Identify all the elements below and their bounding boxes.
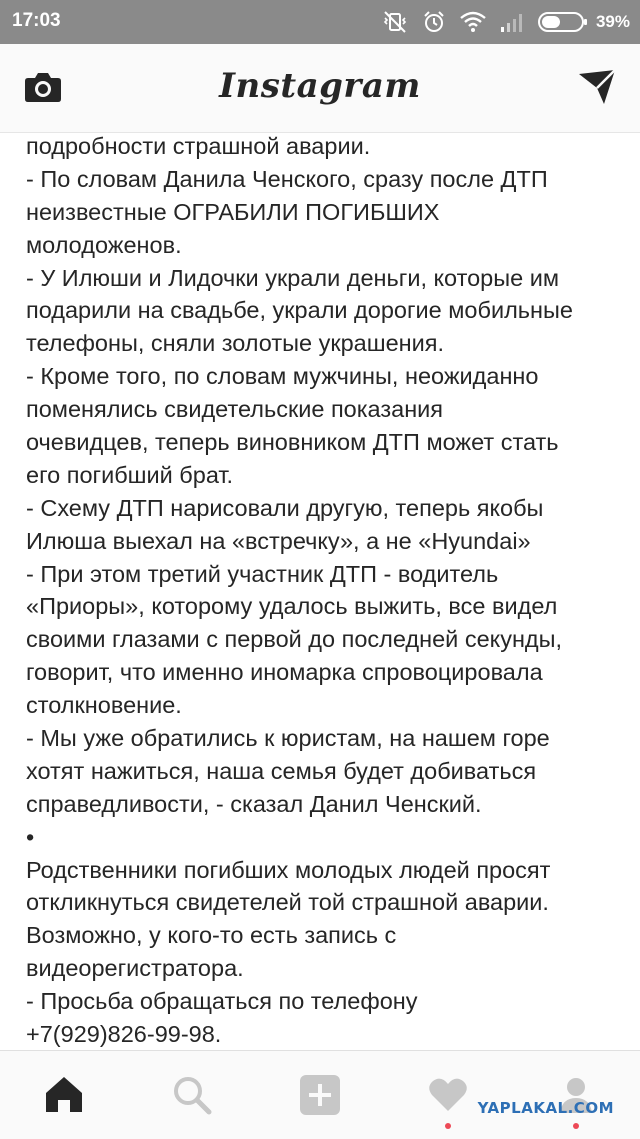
caption-line: своими глазами с первой до последней секунды, [26, 626, 563, 653]
caption-line: телефоны, сняли золотые украшения. [26, 330, 445, 357]
caption-line: неизвестные ОГРАБИЛИ ПОГИБШИХ [26, 198, 440, 225]
caption-line: говорит, что именно иномарка спровоцировала [26, 659, 543, 686]
home-icon [42, 1073, 86, 1117]
caption-line: подарили на свадьбе, украли дорогие мобильные [26, 297, 573, 324]
caption-line: хотят нажиться, наша семья будет добиваться [26, 757, 537, 784]
caption-line: подробности страшной аварии. [26, 133, 371, 159]
caption-line: - При этом третий участник ДТП - водитель [26, 560, 499, 587]
status-time: 17:03 [12, 10, 61, 31]
top-nav [0, 44, 640, 133]
caption-line: - У Илюши и Лидочки украли деньги, которые им [26, 264, 560, 291]
activity-notification-dot [445, 1123, 451, 1129]
caption-line: очевидцев, теперь виновником ДТП может стать [26, 429, 559, 456]
caption-line: откликнуться свидетелей той страшной аварии. [26, 889, 549, 916]
direct-message-icon [576, 66, 618, 108]
caption-line: поменялись свидетельские показания [26, 396, 444, 423]
vibrate-off-icon [382, 10, 408, 34]
caption-line: молодоженов. [26, 231, 182, 258]
caption-line: Родственники погибших молодых людей просят [26, 856, 551, 883]
caption-line: Илюша выехал на «встречку», а не «Hyundai» [26, 527, 531, 554]
activity-heart-icon [426, 1073, 470, 1117]
caption-line: его погибший брат. [26, 461, 234, 488]
nav-add-post-button[interactable] [298, 1073, 342, 1117]
caption-line: столкновение. [26, 692, 182, 719]
post-caption [0, 88, 640, 1050]
direct-message-button[interactable] [576, 66, 618, 108]
wifi-icon [460, 11, 486, 33]
caption-line: - Схему ДТП нарисовали другую, теперь якобы [26, 494, 544, 521]
status-bar [0, 0, 640, 44]
caption-text [26, 130, 626, 1050]
caption-line: - По словам Данила Ченского, сразу после ДТП [26, 165, 548, 192]
signal-icon [500, 11, 524, 33]
nav-search-button[interactable] [170, 1073, 214, 1117]
caption-line: • [26, 823, 35, 850]
add-post-icon [298, 1073, 342, 1117]
caption-line: Возможно, у кого-то есть запись с [26, 922, 397, 949]
caption-line: справедливости, - сказал Данил Ченский. [26, 790, 482, 817]
caption-line: +7(929)826-99-98. [26, 1021, 222, 1048]
bottom-nav [0, 1050, 640, 1139]
caption-line: видеорегистратора. [26, 955, 244, 982]
battery-percent: 39% [595, 12, 630, 31]
app-logo: Instagram [219, 66, 421, 106]
status-icons [382, 8, 630, 36]
search-icon [170, 1073, 214, 1117]
alarm-icon [422, 10, 446, 34]
nav-activity-button[interactable] [426, 1073, 470, 1117]
battery-icon [538, 11, 588, 33]
watermark: YAPLAKAL.COM [477, 1099, 614, 1117]
caption-line: - Мы уже обратились к юристам, на нашем горе [26, 725, 550, 752]
caption-line: «Приоры», которому удалось выжить, все видел [26, 593, 558, 620]
caption-line: - Просьба обращаться по телефону [26, 988, 418, 1015]
caption-line: - Кроме того, по словам мужчины, неожиданно [26, 363, 539, 390]
nav-home-button[interactable] [42, 1073, 86, 1117]
profile-notification-dot [573, 1123, 579, 1129]
